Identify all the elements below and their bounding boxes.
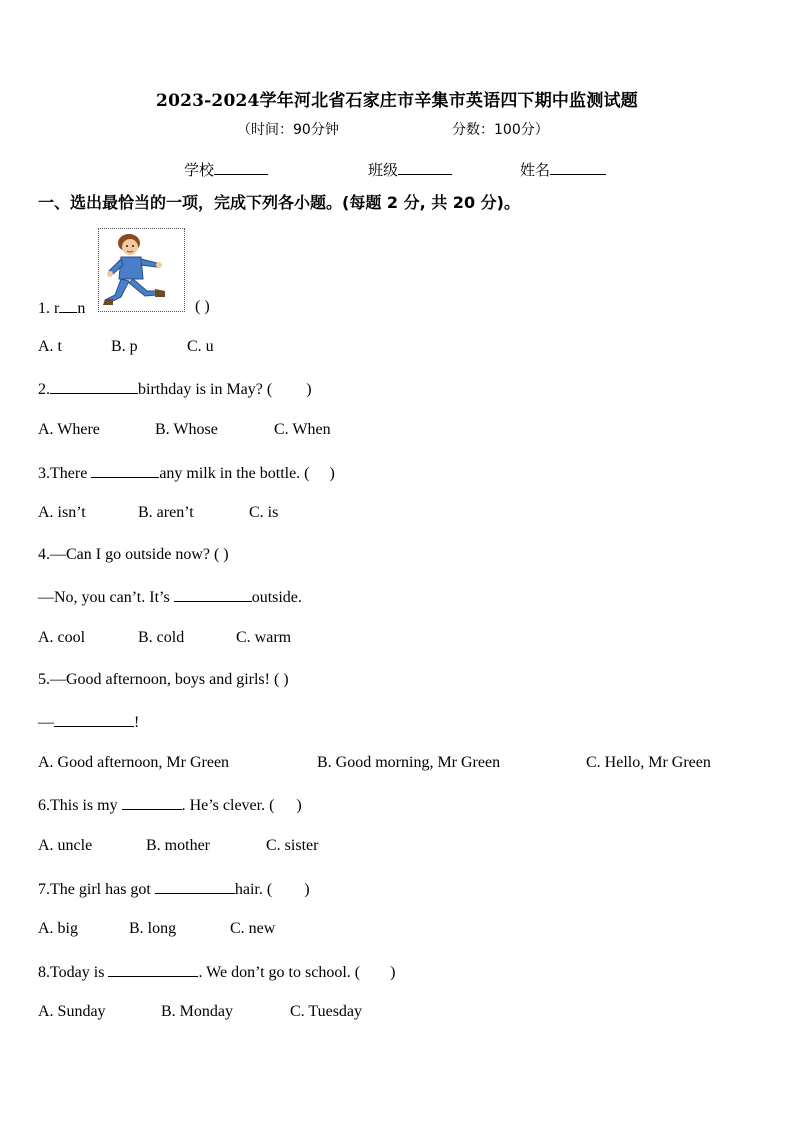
q5-option-a[interactable]: A. Good afternoon, Mr Green bbox=[38, 754, 230, 771]
question-5-reply: — ! bbox=[38, 714, 140, 731]
q8-option-a[interactable]: A. Sunday bbox=[38, 1003, 106, 1020]
q8-blank[interactable] bbox=[108, 962, 198, 977]
q7-blank[interactable] bbox=[155, 879, 235, 894]
q3-option-c[interactable]: C. is bbox=[249, 504, 279, 521]
q3-option-b[interactable]: B. aren’t bbox=[138, 504, 194, 521]
section-heading: 一、选出最恰当的一项，完成下列各小题。(每题 2 分, 共 20 分)。 bbox=[38, 193, 520, 212]
question-8: 8.Today is . We don’t go to school. ( ) bbox=[38, 964, 396, 981]
q5-option-b[interactable]: B. Good morning, Mr Green bbox=[317, 754, 501, 771]
q1-option-c[interactable]: C. u bbox=[187, 338, 214, 355]
q8-option-b[interactable]: B. Monday bbox=[161, 1003, 233, 1020]
question-4: 4.—Can I go outside now? ( ) bbox=[38, 546, 229, 563]
q6-option-a[interactable]: A. uncle bbox=[38, 837, 93, 854]
q1-answer-paren[interactable]: ( ) bbox=[195, 298, 210, 315]
name-label: 姓名 bbox=[520, 161, 551, 179]
q2-option-c[interactable]: C. When bbox=[274, 421, 331, 438]
class-label: 班级 bbox=[368, 161, 399, 179]
page-title: 2023-2024学年河北省石家庄市辛集市英语四下期中监测试题 bbox=[156, 91, 638, 111]
q6-blank[interactable] bbox=[122, 795, 182, 810]
q7-option-a[interactable]: A. big bbox=[38, 920, 78, 937]
q7-option-c[interactable]: C. new bbox=[230, 920, 276, 937]
q7-option-b[interactable]: B. long bbox=[129, 920, 177, 937]
q2-option-b[interactable]: B. Whose bbox=[155, 421, 218, 438]
exam-score: 分数：100分） bbox=[452, 122, 549, 138]
question-4-reply: —No, you can’t. It’s outside. bbox=[38, 589, 302, 606]
q8-option-c[interactable]: C. Tuesday bbox=[290, 1003, 363, 1020]
q4-option-b[interactable]: B. cold bbox=[138, 629, 185, 646]
class-field[interactable] bbox=[368, 159, 452, 180]
school-field[interactable] bbox=[184, 159, 268, 180]
q3-blank[interactable] bbox=[91, 463, 159, 478]
q6-option-b[interactable]: B. mother bbox=[146, 837, 210, 854]
q5-blank[interactable] bbox=[54, 712, 134, 727]
name-field[interactable] bbox=[520, 159, 606, 180]
q2-blank[interactable] bbox=[50, 379, 138, 394]
question-2: 2. birthday is in May? ( ) bbox=[38, 381, 312, 398]
running-boy-icon bbox=[99, 229, 184, 311]
q4-option-a[interactable]: A. cool bbox=[38, 629, 86, 646]
q2-option-a[interactable]: A. Where bbox=[38, 421, 100, 438]
name-blank[interactable] bbox=[550, 160, 606, 175]
question-3: 3.There any milk in the bottle. ( ) bbox=[38, 465, 335, 482]
q3-option-a[interactable]: A. isn’t bbox=[38, 504, 86, 521]
q5-option-c[interactable]: C. Hello, Mr Green bbox=[586, 754, 711, 771]
q1-option-a[interactable]: A. t bbox=[38, 338, 62, 355]
q4-blank[interactable] bbox=[174, 587, 252, 602]
school-label: 学校 bbox=[184, 161, 215, 179]
exam-time: （时间：90分钟 bbox=[237, 122, 339, 138]
q1-option-b[interactable]: B. p bbox=[111, 338, 138, 355]
question-7: 7.The girl has got hair. ( ) bbox=[38, 881, 310, 898]
q6-option-c[interactable]: C. sister bbox=[266, 837, 319, 854]
running-boy-image bbox=[98, 228, 185, 312]
class-blank[interactable] bbox=[398, 160, 452, 175]
q1-blank[interactable] bbox=[59, 298, 77, 313]
question-1: 1. r n bbox=[38, 300, 86, 317]
question-6: 6.This is my . He’s clever. ( ) bbox=[38, 797, 302, 814]
question-5: 5.—Good afternoon, boys and girls! ( ) bbox=[38, 671, 289, 688]
school-blank[interactable] bbox=[214, 160, 268, 175]
q4-option-c[interactable]: C. warm bbox=[236, 629, 292, 646]
